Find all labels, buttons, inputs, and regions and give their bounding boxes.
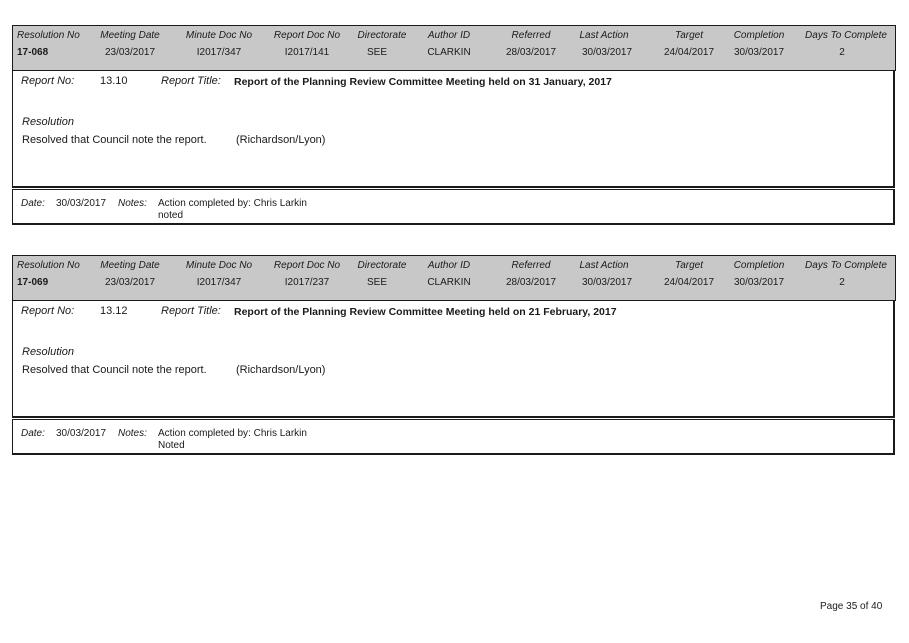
date-value: 30/03/2017: [56, 198, 107, 209]
notes-label: Notes:: [118, 428, 147, 439]
resolution-text: Resolved that Council note the report.: [22, 364, 207, 376]
record-body: [12, 70, 895, 188]
value-directorate: SEE: [366, 47, 388, 58]
header-author-id: Author ID: [427, 260, 471, 271]
value-last-action: 30/03/2017: [581, 47, 633, 58]
header-meeting-date: Meeting Date: [100, 260, 160, 271]
header-completion: Completion: [733, 260, 785, 271]
resolution-text: Resolved that Council note the report.: [22, 134, 207, 146]
report-no-label: Report No:: [21, 305, 75, 317]
report-title-value: Report of the Planning Review Committee Meeting held on 31 January, 2017: [234, 76, 612, 88]
value-directorate: SEE: [366, 277, 388, 288]
header-report-doc-no: Report Doc No: [273, 30, 341, 41]
value-target: 24/04/2017: [663, 47, 715, 58]
value-minute-doc-no: I2017/347: [196, 47, 242, 58]
report-no-value: 13.10: [100, 75, 128, 87]
notes-line-2: noted: [158, 210, 184, 221]
date-label: Date:: [21, 428, 45, 439]
record-header: [12, 255, 896, 301]
report-title-label: Report Title:: [161, 305, 221, 317]
value-referred: 28/03/2017: [505, 47, 557, 58]
header-author-id: Author ID: [427, 30, 471, 41]
page-number: Page 35 of 40: [820, 601, 883, 612]
value-days-to-complete: 2: [839, 47, 845, 58]
value-report-doc-no: I2017/141: [284, 47, 330, 58]
header-completion: Completion: [733, 30, 785, 41]
record-footer: [12, 189, 895, 225]
resolution-record: [12, 25, 896, 225]
value-report-doc-no: I2017/237: [284, 277, 330, 288]
resolution-record: [12, 255, 896, 455]
resolution-heading: Resolution: [22, 346, 74, 358]
header-resolution-no: Resolution No: [17, 30, 80, 41]
date-value: 30/03/2017: [56, 428, 107, 439]
value-completion: 30/03/2017: [733, 47, 785, 58]
header-meeting-date: Meeting Date: [100, 30, 160, 41]
header-last-action: Last Action: [579, 30, 629, 41]
report-no-value: 13.12: [100, 305, 128, 317]
mover-seconder: (Richardson/Lyon): [236, 364, 326, 376]
value-completion: 30/03/2017: [733, 277, 785, 288]
header-directorate: Directorate: [357, 260, 407, 271]
value-meeting-date: 23/03/2017: [104, 47, 156, 58]
header-minute-doc-no: Minute Doc No: [185, 260, 253, 271]
value-last-action: 30/03/2017: [581, 277, 633, 288]
value-author-id: CLARKIN: [427, 47, 471, 58]
value-referred: 28/03/2017: [505, 277, 557, 288]
value-minute-doc-no: I2017/347: [196, 277, 242, 288]
date-label: Date:: [21, 198, 45, 209]
mover-seconder: (Richardson/Lyon): [236, 134, 326, 146]
notes-line-1: Action completed by: Chris Larkin: [158, 198, 307, 209]
header-referred: Referred: [511, 30, 551, 41]
header-target: Target: [675, 260, 703, 271]
value-resolution-no: 17-069: [17, 277, 49, 288]
record-header: [12, 25, 896, 71]
report-title-label: Report Title:: [161, 75, 221, 87]
value-target: 24/04/2017: [663, 277, 715, 288]
notes-line-2: Noted: [158, 440, 185, 451]
header-resolution-no: Resolution No: [17, 260, 80, 271]
resolution-heading: Resolution: [22, 116, 74, 128]
header-directorate: Directorate: [357, 30, 407, 41]
header-days-to-complete: Days To Complete: [805, 30, 887, 41]
value-days-to-complete: 2: [839, 277, 845, 288]
notes-label: Notes:: [118, 198, 147, 209]
notes-line-1: Action completed by: Chris Larkin: [158, 428, 307, 439]
report-no-label: Report No:: [21, 75, 75, 87]
header-target: Target: [675, 30, 703, 41]
value-meeting-date: 23/03/2017: [104, 277, 156, 288]
value-author-id: CLARKIN: [427, 277, 471, 288]
header-days-to-complete: Days To Complete: [805, 260, 887, 271]
header-minute-doc-no: Minute Doc No: [185, 30, 253, 41]
record-footer: [12, 419, 895, 455]
record-body: [12, 300, 895, 418]
header-report-doc-no: Report Doc No: [273, 260, 341, 271]
header-last-action: Last Action: [579, 260, 629, 271]
header-referred: Referred: [511, 260, 551, 271]
report-title-value: Report of the Planning Review Committee Meeting held on 21 February, 2017: [234, 306, 617, 318]
value-resolution-no: 17-068: [17, 47, 49, 58]
